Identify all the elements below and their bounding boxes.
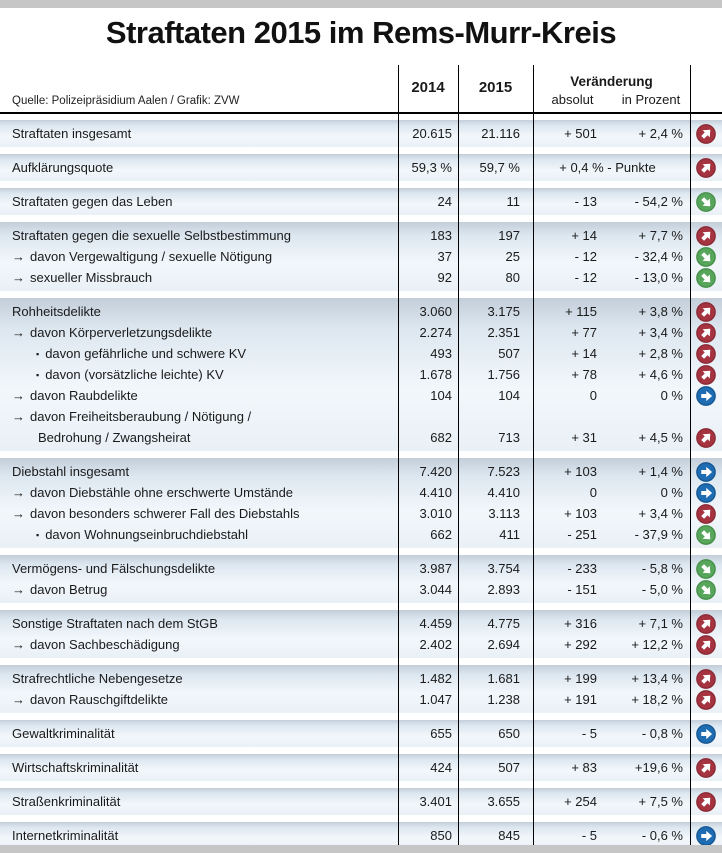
trend-up-icon [690, 225, 722, 246]
change-absolute: - 12 [574, 249, 597, 264]
row-label: Straßenkriminalität [12, 794, 121, 809]
change-absolute: 0 [589, 485, 597, 500]
change-percent: + 4,6 % [638, 367, 683, 382]
page-title: Straftaten 2015 im Rems-Murr-Kreis [105, 15, 617, 50]
change-percent: + 13,4 % [631, 671, 683, 686]
column-header-change [533, 62, 690, 112]
row-label: davon Sachbeschädigung [30, 637, 180, 652]
row-label: Aufklärungsquote [12, 160, 114, 175]
column-header-absolute: absolut [551, 92, 594, 107]
value-2014: 3.987 [419, 561, 452, 576]
table-group [0, 555, 722, 603]
table-group [0, 222, 722, 291]
value-2015: 2.351 [487, 325, 520, 340]
table-row [0, 668, 722, 689]
change-absolute: + 14 [571, 228, 597, 243]
change-absolute: + 14 [571, 346, 597, 361]
table-row [0, 579, 722, 600]
davon-arrow-icon: → [12, 506, 25, 521]
table-row [0, 364, 722, 385]
bottom-divider-bar [0, 845, 722, 853]
change-absolute: - 5 [581, 726, 597, 741]
table-header [0, 62, 722, 114]
change-absolute: + 103 [564, 464, 597, 479]
row-label: davon besonders schwerer Fall des Diebstahls [30, 506, 300, 521]
table-group [0, 754, 722, 781]
row-label: Bedrohung / Zwangsheirat [38, 430, 191, 445]
davon-arrow-icon: → [12, 249, 25, 264]
value-2014: 2.402 [419, 637, 452, 652]
value-2015: 2.893 [487, 582, 520, 597]
table-group [0, 720, 722, 747]
table-row [0, 461, 722, 482]
column-header-2015: 2015 [478, 78, 513, 96]
change-percent: + 7,5 % [638, 794, 683, 809]
davon-arrow-icon: → [12, 692, 25, 707]
change-percent: - 32,4 % [634, 249, 683, 264]
davon-arrow-icon: → [12, 388, 25, 403]
change-percent: 0 % [660, 485, 683, 500]
value-2014: 3.060 [419, 304, 452, 319]
trend-flat-icon [690, 825, 722, 846]
table-group [0, 120, 722, 147]
value-2015: 411 [499, 527, 520, 542]
trend-up-icon [690, 503, 722, 524]
change-absolute: - 12 [574, 270, 597, 285]
table-group [0, 665, 722, 713]
change-absolute [533, 406, 612, 427]
column-rule-2 [458, 65, 459, 845]
value-2015: 104 [498, 388, 520, 403]
change-absolute: + 78 [571, 367, 597, 382]
row-label: davon Raubdelikte [30, 388, 138, 403]
change-percent: + 7,7 % [638, 228, 683, 243]
row-label: davon Körperverletzungsdelikte [30, 325, 213, 340]
row-label: davon Freiheitsberaubung / Nötigung / [30, 409, 252, 424]
sub-bullet-icon: ▪ [36, 530, 40, 540]
trend-up-icon [690, 322, 722, 343]
value-2015: 11 [506, 194, 520, 209]
column-header-2014: 2014 [411, 78, 445, 96]
trend-up-icon [690, 364, 722, 385]
table-row [0, 634, 722, 655]
column-header-percent: in Prozent [621, 92, 681, 107]
table-row [0, 123, 722, 144]
table-row [0, 613, 722, 634]
table-row [0, 191, 722, 212]
trend-down-icon [690, 558, 722, 579]
change-absolute: + 316 [564, 616, 597, 631]
davon-arrow-icon: → [12, 485, 25, 500]
table-row [0, 791, 722, 812]
row-label: Diebstahl insgesamt [12, 464, 130, 479]
value-2014: 655 [430, 726, 452, 741]
value-2015: 197 [498, 228, 520, 243]
value-2015: 4.775 [487, 616, 520, 631]
trend-up-icon [690, 689, 722, 710]
value-2014: 104 [430, 388, 452, 403]
value-2014: 850 [430, 828, 452, 843]
trend-flat-icon [690, 723, 722, 744]
value-2014: 183 [430, 228, 452, 243]
trend-up-icon [690, 668, 722, 689]
trend-down-icon [690, 191, 722, 212]
value-2014: 493 [430, 346, 452, 361]
row-label: Internetkriminalität [12, 828, 119, 843]
sub-bullet-icon: ▪ [36, 370, 40, 380]
davon-arrow-icon: → [12, 270, 25, 285]
value-2015 [458, 406, 533, 427]
change-absolute: - 251 [567, 527, 597, 542]
change-absolute: - 151 [567, 582, 597, 597]
table-row [0, 385, 722, 406]
top-divider-bar [0, 0, 722, 8]
row-label: davon Wohnungseinbruchdiebstahl [45, 527, 249, 542]
trend-down-icon [690, 524, 722, 545]
value-2015: 1.681 [487, 671, 520, 686]
table-row [0, 225, 722, 246]
column-rule-4 [690, 65, 691, 845]
trend-down-icon [690, 267, 722, 288]
change-percent: + 12,2 % [631, 637, 683, 652]
value-2015: 2.694 [487, 637, 520, 652]
value-2014: 3.044 [419, 582, 452, 597]
value-2014: 4.459 [419, 616, 452, 631]
change-absolute: - 5 [581, 828, 597, 843]
row-label: Strafrechtliche Nebengesetze [12, 671, 183, 686]
davon-arrow-icon: → [12, 325, 25, 340]
row-label: davon Vergewaltigung / sexuelle Nötigung [30, 249, 273, 264]
row-label: davon Diebstähle ohne erschwerte Umstände [30, 485, 294, 500]
change-absolute: + 292 [564, 637, 597, 652]
row-label: davon gefährliche und schwere KV [45, 346, 247, 361]
value-2015: 59,7 % [479, 160, 520, 175]
row-label: Vermögens- und Fälschungsdelikte [12, 561, 216, 576]
row-label: sexueller Missbrauch [30, 270, 153, 285]
column-rule-3 [533, 65, 534, 845]
table-row [0, 157, 722, 178]
table-row [0, 322, 722, 343]
table-group [0, 154, 722, 181]
trend-up-icon [690, 343, 722, 364]
value-2014: 4.410 [419, 485, 452, 500]
change-absolute: + 199 [564, 671, 597, 686]
value-2014: 3.401 [419, 794, 452, 809]
trend-down-icon [690, 246, 722, 267]
change-absolute: + 501 [564, 126, 597, 141]
value-2014 [398, 406, 458, 427]
change-percent: + 18,2 % [631, 692, 683, 707]
change-percent: + 3,4 % [638, 325, 683, 340]
sub-bullet-icon: ▪ [36, 349, 40, 359]
change-percent: + 3,8 % [638, 304, 683, 319]
row-label: Wirtschaftskriminalität [12, 760, 139, 775]
davon-arrow-icon: → [12, 637, 25, 652]
trend-up-icon [690, 427, 722, 448]
table-row [0, 427, 722, 448]
trend-down-icon [690, 579, 722, 600]
value-2014: 24 [437, 194, 452, 209]
change-percent: - 54,2 % [634, 194, 683, 209]
value-2014: 59,3 % [411, 160, 452, 175]
value-2014: 20.615 [412, 126, 452, 141]
change-percent: 0 % [660, 388, 683, 403]
trend-up-icon [690, 301, 722, 322]
change-percent: +19,6 % [634, 760, 683, 775]
change-percent: + 4,5 % [638, 430, 683, 445]
change-absolute: - 233 [567, 561, 597, 576]
row-label: Straftaten gegen die sexuelle Selbstbestimmung [12, 228, 291, 243]
table-row [0, 482, 722, 503]
value-2015: 25 [505, 249, 520, 264]
value-2015: 3.113 [488, 506, 520, 521]
trend-flat-icon [690, 385, 722, 406]
change-percent: - 5,0 % [641, 582, 683, 597]
value-2014: 424 [430, 760, 452, 775]
table-row [0, 757, 722, 778]
value-2015: 1.756 [487, 367, 520, 382]
table-group [0, 298, 722, 451]
row-label: davon Betrug [30, 582, 108, 597]
value-2014: 7.420 [419, 464, 452, 479]
value-2014: 37 [437, 249, 452, 264]
table-row [0, 524, 722, 545]
value-2015: 507 [498, 346, 520, 361]
table-row [0, 406, 722, 427]
change-percent: + 2,8 % [638, 346, 683, 361]
table-row [0, 343, 722, 364]
value-2014: 1.047 [419, 692, 452, 707]
change-absolute: + 191 [564, 692, 597, 707]
value-2015: 7.523 [487, 464, 520, 479]
table-row [0, 558, 722, 579]
table-body [0, 114, 722, 849]
table-group [0, 610, 722, 658]
table-group [0, 788, 722, 815]
trend-up-icon [690, 791, 722, 812]
trend-up-icon [690, 157, 722, 178]
table-row [0, 825, 722, 846]
trend-none-icon [690, 406, 722, 427]
table-row [0, 503, 722, 524]
row-label: davon Rauschgiftdelikte [30, 692, 169, 707]
davon-arrow-icon: → [12, 582, 25, 597]
trend-up-icon [690, 613, 722, 634]
table-group [0, 458, 722, 548]
row-label: davon (vorsätzliche leichte) KV [45, 367, 224, 382]
value-2014: 682 [430, 430, 452, 445]
trend-up-icon [690, 634, 722, 655]
trend-flat-icon [690, 482, 722, 503]
value-2015: 650 [498, 726, 520, 741]
value-2015: 21.116 [481, 126, 520, 141]
row-label: Straftaten gegen das Leben [12, 194, 173, 209]
value-2014: 1.678 [419, 367, 452, 382]
change-percent: + 2,4 % [638, 126, 683, 141]
value-2014: 2.274 [419, 325, 452, 340]
change-absolute: + 103 [564, 506, 597, 521]
change-percent: - 0,8 % [641, 726, 683, 741]
value-2014: 3.010 [419, 506, 452, 521]
value-2015: 1.238 [487, 692, 520, 707]
trend-up-icon [690, 757, 722, 778]
value-2014: 662 [430, 527, 452, 542]
value-2015: 3.175 [487, 304, 520, 319]
table-row [0, 723, 722, 744]
column-header-trend [690, 62, 722, 112]
value-2015: 713 [498, 430, 520, 445]
change-absolute: - 13 [574, 194, 597, 209]
change-caption: Veränderung [570, 74, 653, 89]
value-2015: 3.655 [487, 794, 520, 809]
table-row [0, 267, 722, 288]
change-absolute: + 254 [564, 794, 597, 809]
trend-flat-icon [690, 461, 722, 482]
value-2014: 92 [437, 270, 452, 285]
change-percent: + 1,4 % [638, 464, 683, 479]
row-label: Straftaten insgesamt [12, 126, 132, 141]
change-percent: + 7,1 % [638, 616, 683, 631]
value-2015: 507 [498, 760, 520, 775]
value-2015: 845 [498, 828, 520, 843]
table-group [0, 188, 722, 215]
table-row [0, 689, 722, 710]
row-label: Gewaltkriminalität [12, 726, 115, 741]
change-percent: - 13,0 % [634, 270, 683, 285]
davon-arrow-icon: → [12, 409, 25, 424]
value-2015: 4.410 [487, 485, 520, 500]
change-percent [612, 406, 690, 427]
change-absolute: 0 [589, 388, 597, 403]
change-absolute: + 115 [565, 304, 597, 319]
value-2015: 80 [505, 270, 520, 285]
change-percent: - 5,8 % [641, 561, 683, 576]
value-2014: 1.482 [419, 671, 452, 686]
change-absolute: + 83 [571, 760, 597, 775]
table-row [0, 246, 722, 267]
change-percent: - 37,9 % [634, 527, 683, 542]
row-label: Rohheitsdelikte [12, 304, 101, 319]
change-percent: + 3,4 % [638, 506, 683, 521]
value-2015: 3.754 [487, 561, 520, 576]
change-combined: + 0,4 % - Punkte [559, 160, 656, 175]
change-absolute: + 31 [571, 430, 597, 445]
row-label: Sonstige Straftaten nach dem StGB [12, 616, 218, 631]
change-percent: - 0,6 % [641, 828, 683, 843]
column-rule-1 [398, 65, 399, 845]
trend-up-icon [690, 123, 722, 144]
table-row [0, 301, 722, 322]
change-absolute: + 77 [571, 325, 597, 340]
source-credit: Quelle: Polizeipräsidium Aalen / Grafik: ZVW [12, 95, 240, 107]
